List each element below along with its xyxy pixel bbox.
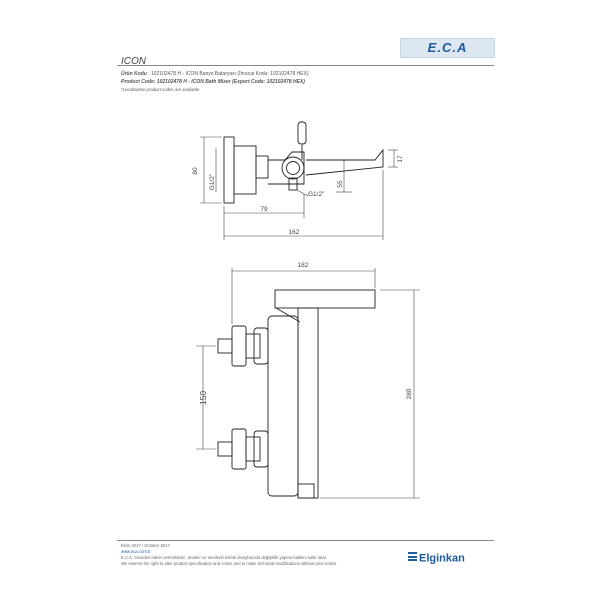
footer-notice-en: We reserve the right to alter product specification and colors and to make technical modifications without prior notice. <box>121 561 338 566</box>
dim-inlet-bottom: G1/2" <box>308 191 325 198</box>
dealer-name: Elginkan <box>419 552 465 565</box>
dim-inlet-left: G1/2" <box>209 173 216 191</box>
dim-height-front: 280 <box>406 388 413 400</box>
dim-depth-total: 162 <box>288 229 300 236</box>
info-label-tr: Ürün Kodu <box>121 71 147 77</box>
info-value-tr: : 102102478 H - ICON Banyo Bataryası (İhracat Kodu: 102102478 HEX) <box>148 71 309 77</box>
elginkan-logo <box>408 552 465 565</box>
footer-notice-tr: E.C.A. önceden haber vermeksizin, ürünler ve ürünlerin teknik detaylarında değişiklik yapma hakkını saklı tutar. <box>121 555 327 560</box>
footer-date: Ekim 2017 / October 2017 <box>121 543 170 548</box>
dim-width: 182 <box>297 262 309 269</box>
dim-spacing: 150 <box>198 390 208 406</box>
top-view <box>224 122 383 203</box>
front-dimension-lines <box>196 268 420 498</box>
dim-spout: 17 <box>397 155 404 163</box>
footer-notes <box>121 543 337 567</box>
front-view <box>218 290 375 498</box>
dim-height-top: 80 <box>192 167 199 175</box>
footer-rule <box>117 540 494 541</box>
dim-depth-body: 79 <box>260 206 268 213</box>
product-title: ICON <box>121 56 146 67</box>
footer-website-link[interactable]: www.eca.com.tr <box>121 549 151 554</box>
dim-offset: 55 <box>337 180 344 188</box>
info-line-en: Product Code: 102102478 H - ICON Bath Mixer (Export Code: 102102478 HEX) <box>121 78 305 85</box>
logo-text: E.C.A <box>427 40 468 55</box>
elginkan-mark-icon <box>408 552 417 563</box>
info-note: *Localisation product codes are available. <box>121 87 201 93</box>
